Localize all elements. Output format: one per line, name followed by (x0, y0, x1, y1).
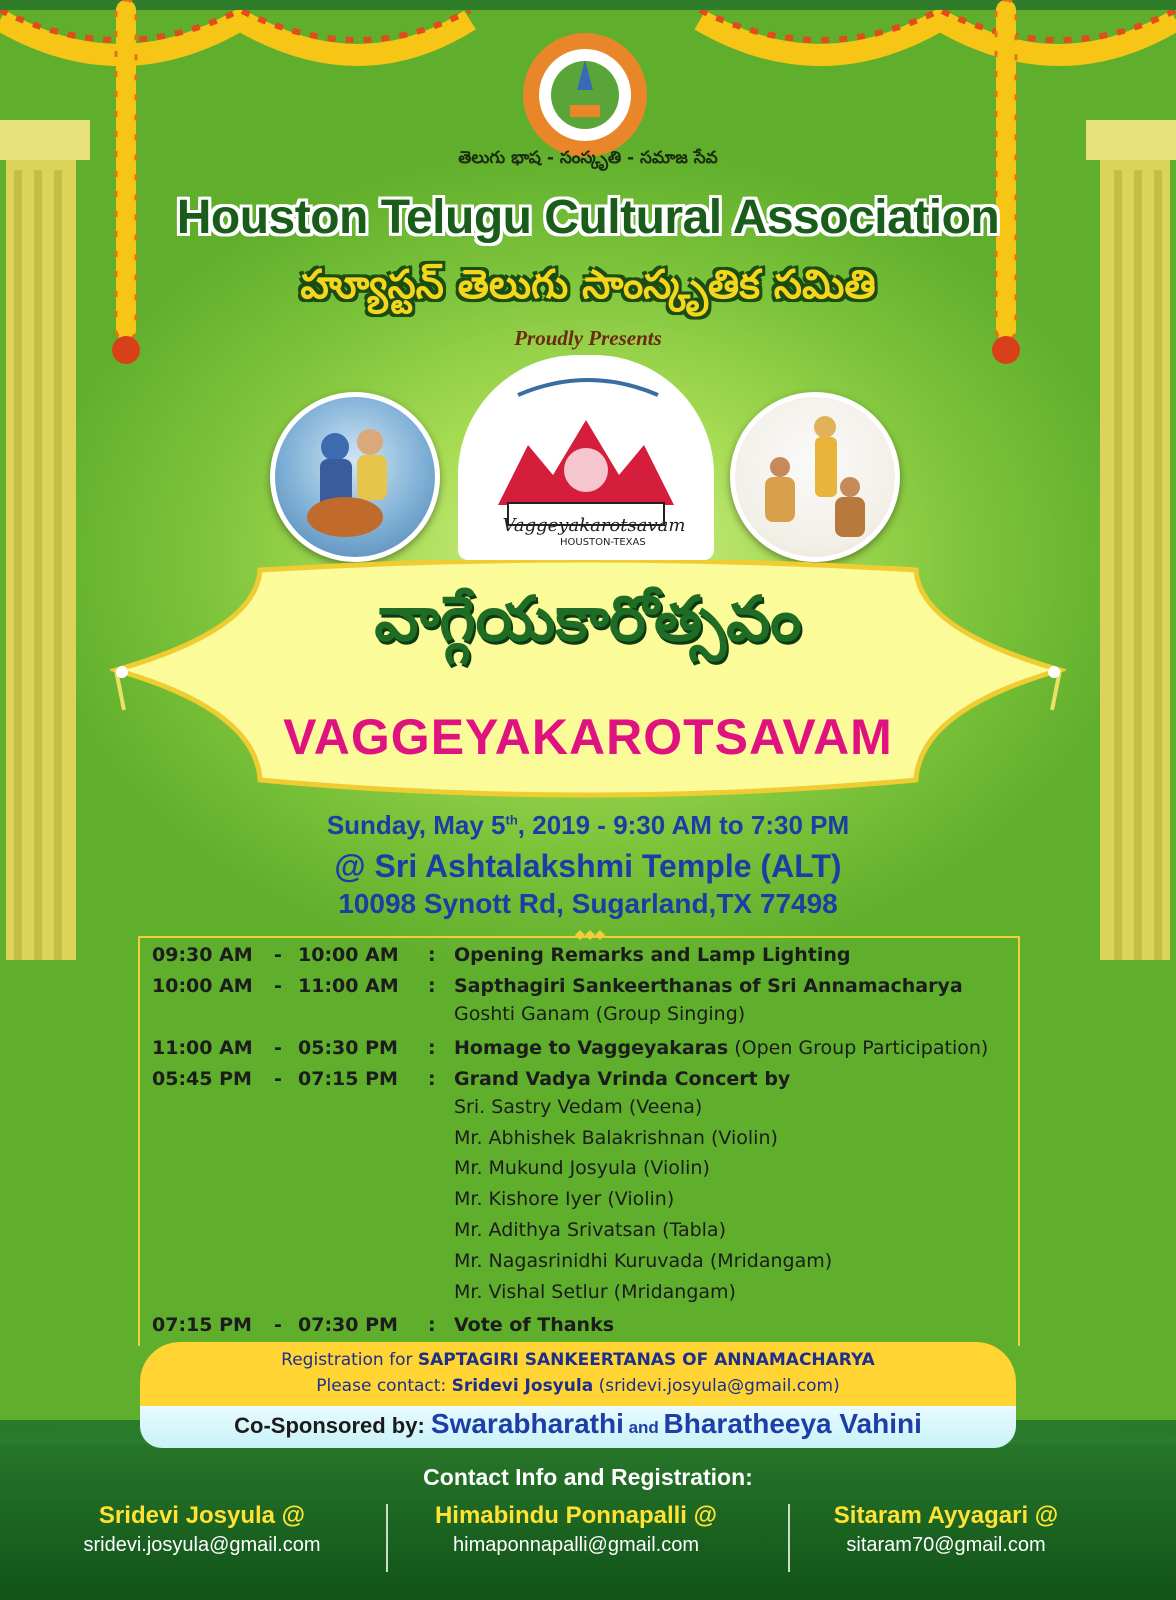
schedule-colon: : (428, 1036, 436, 1059)
schedule-dash: - (274, 944, 282, 966)
schedule-sub-item: Mr. Abhishek Balakrishnan (Violin) (454, 1126, 778, 1149)
contact-email[interactable]: sridevi.josyula@gmail.com (83, 1534, 321, 1556)
registration-line-2 (140, 1376, 1016, 1396)
contact-divider (386, 1504, 388, 1572)
schedule-sub-item: Sri. Sastry Vedam (Veena) (454, 1095, 703, 1118)
schedule-activity (454, 1314, 614, 1336)
schedule-colon: : (428, 1067, 436, 1090)
schedule-activity-title: Homage to Vaggeyakaras (454, 1036, 729, 1059)
tagline: తెలుగు భాష - సంస్కృతి - సమాజ సేవ (458, 148, 718, 168)
event-date-suffix: th (505, 812, 518, 828)
schedule-dash: - (274, 975, 282, 997)
schedule-activity-note: (Open Group Participation) (728, 1036, 989, 1059)
contact-card (796, 1502, 1096, 1557)
contact-card (426, 1502, 726, 1557)
cosponsor-2: Bharatheeya Vahini (663, 1408, 922, 1439)
schedule-dash: - (274, 1036, 282, 1059)
registration-program: SAPTAGIRI SANKEERTANAS OF ANNAMACHARYA (417, 1350, 875, 1370)
schedule-end-time: 07:15 PM (298, 1067, 398, 1090)
cosponsor-and: and (623, 1418, 664, 1437)
schedule-start-time: 05:45 PM (152, 1067, 252, 1090)
proudly-presents-text: Proudly Presents (514, 326, 662, 350)
schedule-sub-item: Goshti Ganam (Group Singing) (454, 1003, 746, 1025)
schedule-colon: : (428, 975, 436, 997)
schedule-colon: : (428, 944, 436, 966)
contact-email[interactable]: sitaram70@gmail.com (846, 1534, 1046, 1556)
registration-contact-name: Sridevi Josyula (451, 1376, 594, 1396)
schedule-activity (454, 944, 850, 966)
schedule-activity (454, 975, 963, 997)
registration-line-1 (140, 1350, 1016, 1370)
cosponsor-label: Co-Sponsored by: (234, 1413, 431, 1438)
event-date (0, 810, 1176, 841)
schedule-activity-title: Opening Remarks and Lamp Lighting (454, 944, 851, 966)
schedule-sub-item: Mr. Adithya Srivatsan (Tabla) (454, 1219, 726, 1241)
schedule-activity-title: Vote of Thanks (454, 1314, 615, 1337)
contact-heading: Contact Info and Registration: (423, 1464, 753, 1490)
divider-ornament-icon (575, 928, 605, 942)
schedule-activity-title: Grand Vadya Vrinda Concert by (454, 1067, 791, 1090)
event-date-main: Sunday, May 5 (326, 810, 506, 840)
schedule-sub-item: Mr. Kishore Iyer (Violin) (454, 1188, 675, 1211)
schedule-start-time: 11:00 AM (152, 1036, 253, 1059)
schedule-end-time: 07:30 PM (298, 1314, 398, 1337)
association-seal-icon (520, 30, 650, 160)
event-title-telugu: వాగ్గేయకారోత్సవం (374, 582, 802, 655)
schedule-dash: - (274, 1067, 282, 1090)
contact-email[interactable]: himaponnapalli@gmail.com (453, 1534, 699, 1556)
contact-card (52, 1502, 352, 1557)
schedule-end-time: 05:30 PM (298, 1036, 398, 1059)
contact-name: Sitaram Ayyagari @ (833, 1502, 1059, 1529)
event-venue: @ Sri Ashtalakshmi Temple (ALT) (334, 848, 842, 884)
registration-contact-prefix: Please contact: (316, 1376, 452, 1396)
registration-contact-email: (sridevi.josyula@gmail.com) (593, 1376, 840, 1396)
contact-name: Himabindu Ponnapalli @ (434, 1502, 718, 1529)
schedule-colon: : (428, 1314, 436, 1337)
organization-name-telugu: హ్యూస్టన్ తెలుగు సాంస్కృతిక సమితి (300, 262, 876, 308)
schedule-end-time: 10:00 AM (298, 944, 399, 966)
schedule-sub-item: Mr. Nagasrinidhi Kuruvada (Mridangam) (454, 1249, 833, 1272)
registration-prefix: Registration for (281, 1350, 418, 1370)
schedule-start-time: 10:00 AM (152, 975, 253, 997)
schedule-activity-title: Sapthagiri Sankeerthanas of Sri Annamacharya (454, 975, 963, 997)
contact-name: Sridevi Josyula @ (98, 1502, 306, 1529)
rama-hanuman-portrait-icon (270, 392, 440, 562)
schedule-sub-item: Mr. Mukund Josyula (Violin) (454, 1157, 710, 1180)
schedule-end-time: 11:00 AM (298, 975, 399, 997)
composers-saints-illustration-icon (730, 392, 900, 562)
contact-divider (788, 1504, 790, 1572)
schedule-start-time: 09:30 AM (152, 944, 253, 966)
event-logo-script-text: Vaggeyakarotsavam (502, 515, 686, 536)
schedule-dash: - (274, 1314, 282, 1337)
schedule-start-time: 07:15 PM (152, 1314, 252, 1337)
schedule-sub-item: Mr. Vishal Setlur (Mridangam) (454, 1280, 736, 1303)
event-logo-city-text: HOUSTON-TEXAS (560, 537, 646, 548)
schedule-activity (454, 1068, 790, 1090)
event-address: 10098 Synott Rd, Sugarland,TX 77498 (338, 888, 838, 919)
event-date-time: , 2019 - 9:30 AM to 7:30 PM (517, 810, 850, 840)
organization-name-english: Houston Telugu Cultural Association (176, 191, 1000, 244)
event-title-english: VAGGEYAKAROTSAVAM (283, 709, 893, 765)
schedule-activity (454, 1037, 988, 1059)
cosponsor-1: Swarabharathi (430, 1408, 624, 1439)
cosponsor-text (140, 1408, 1016, 1440)
